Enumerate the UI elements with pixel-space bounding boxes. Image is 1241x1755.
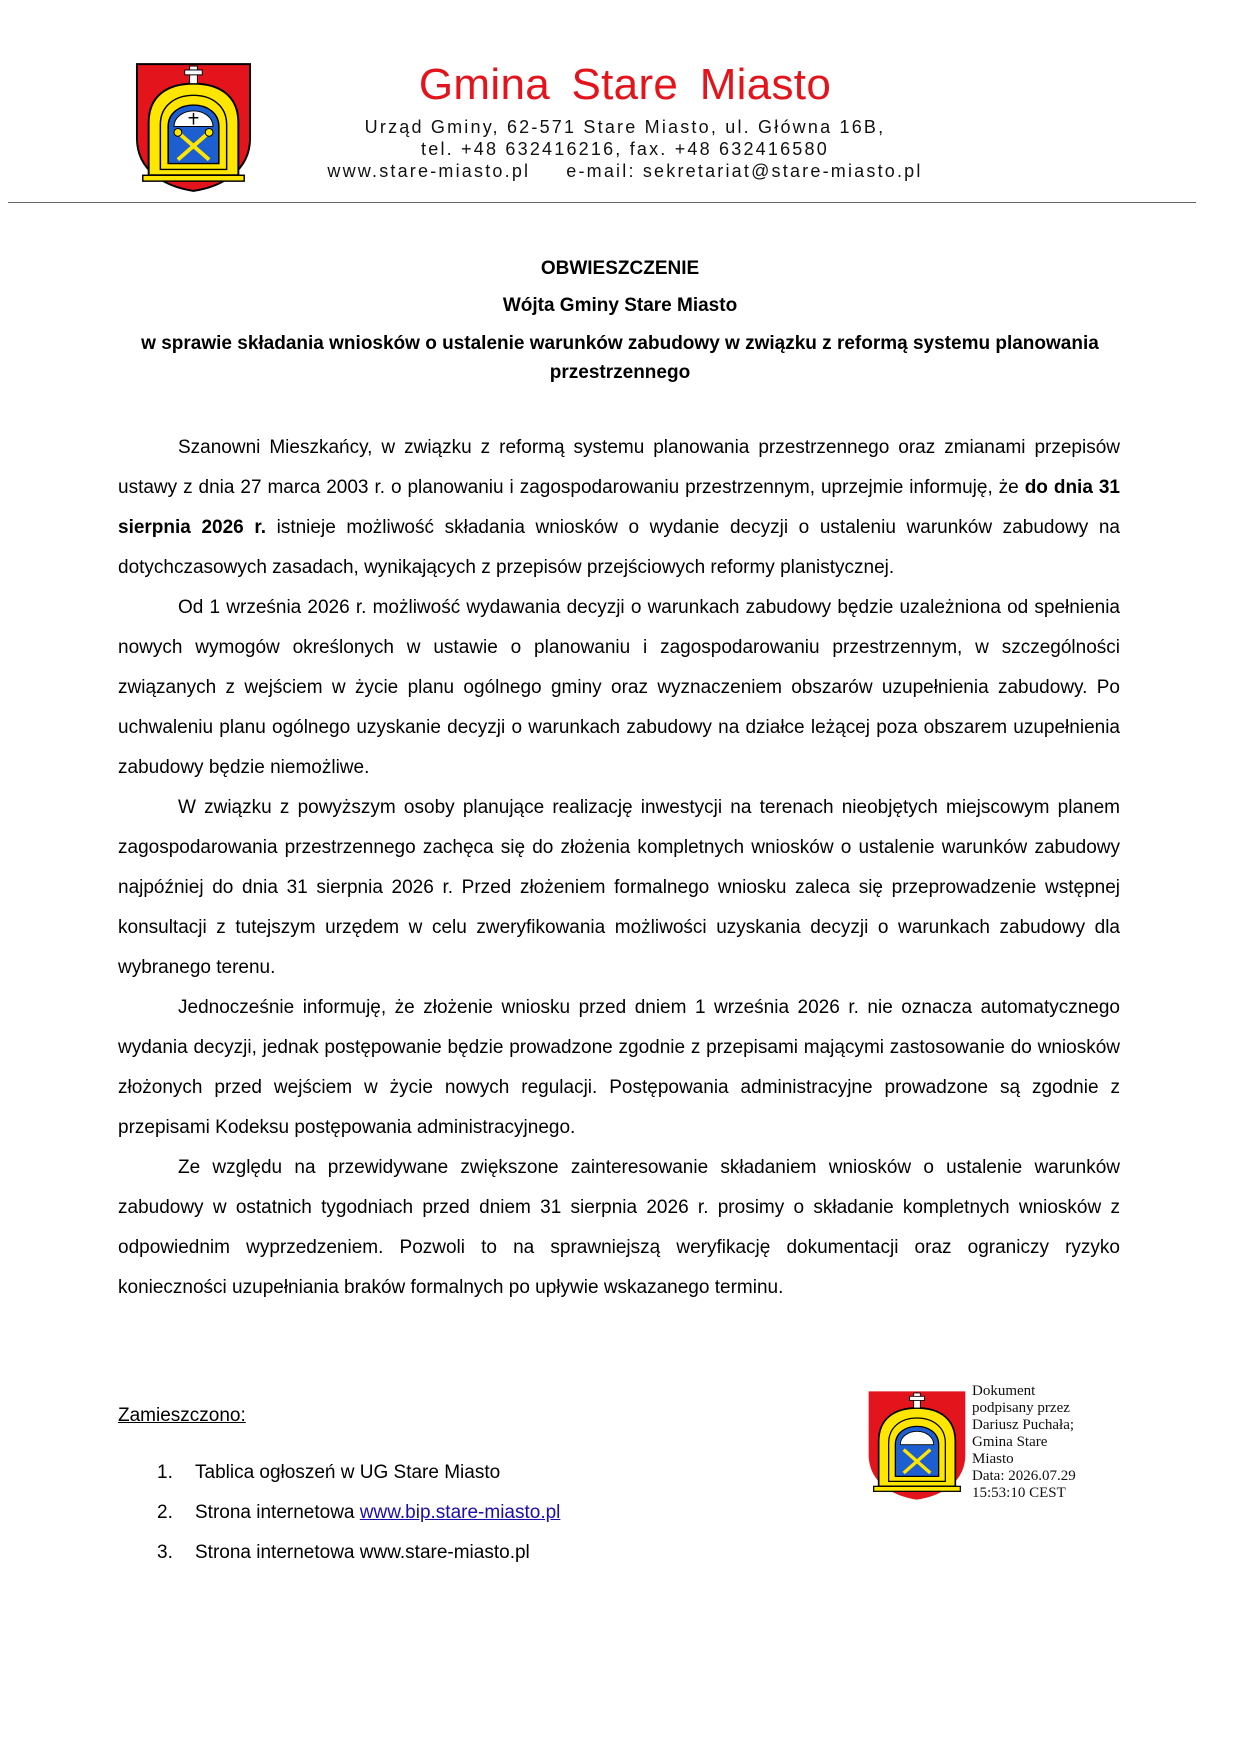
phone-fax-line: tel. +48 632416216, fax. +48 632416580 bbox=[421, 139, 829, 159]
deadline-emphasis: do dnia 31 sierpnia 2026 r. bbox=[118, 477, 1120, 538]
web-email-line: www.stare-miasto.pl e-mail: sekretariat@stare-miasto.pl bbox=[327, 161, 923, 181]
posted-heading: Zamieszczono: bbox=[118, 1405, 246, 1426]
paragraph-3: W związku z powyższym osoby planujące realizację inwestycji na terenach nieobjętych miejscowym planem zagospodarowania przestrzennego zachęca się do złożenia kompletnych wniosków o ustalenie warunków zabudowy najpóźniej do dnia 31 sierpnia 2026 r. Przed złożeniem formalnego wniosku zaleca się przeprowadzenie wstępnej konsultacji z tutejszym urzędem w celu zweryfikowania możliwości uzyskania decyzji o warunkach zabudowy dla wybranego terenu. bbox=[118, 797, 1120, 978]
list-item: 1. Tablica ogłoszeń w UG Stare Miasto bbox=[157, 1462, 501, 1483]
paragraph-4: Jednocześnie informuję, że złożenie wniosku przed dniem 1 września 2026 r. nie oznacza automatycznego wydania decyzji, jednak postępowanie będzie prowadzone zgodnie z przepisami mającymi zastosowanie do wniosków złożonych przed wejściem w życie nowych regulacji. Postępowania administracyjne prowadzone są zgodnie z przepisami Kodeksu postępowania administracyjnego. bbox=[118, 997, 1120, 1138]
notice-subject-line-1: w sprawie składania wniosków o ustalenie warunków zabudowy w związku z reformą systemu planowania bbox=[141, 333, 1099, 354]
address-line: Urząd Gminy, 62-571 Stare Miasto, ul. Główna 16B, bbox=[364, 117, 886, 137]
notice-subject bbox=[120, 329, 1120, 387]
notice-body bbox=[118, 428, 1120, 1308]
paragraph-5: Ze względu na przewidywane zwiększone zainteresowanie składaniem wniosków o ustalenie warunków zabudowy w ostatnich tygodniach przed dniem 31 sierpnia 2026 r. prosimy o składanie kompletnych wniosków z odpowiednim wyprzedzeniem. Pozwoli to na sprawniejszą weryfikację dokumentacji oraz ograniczy ryzyko konieczności uzupełniania braków formalnych po upływie wskazanego terminu. bbox=[118, 1157, 1120, 1298]
paragraph-2: Od 1 września 2026 r. możliwość wydawania decyzji o warunkach zabudowy będzie uzależniona od spełnienia nowych wymogów określonych w ustawie o planowaniu i zagospodarowaniu przestrzennym, w szczególności związanych z wejściem w życie planu ogólnego gminy oraz wyznaczeniem obszarów uzupełnienia zabudowy. Po uchwaleniu planu ogólnego uzyskanie decyzji o warunkach zabudowy na działce leżącej poza obszarem uzupełnienia zabudowy będzie niemożliwe. bbox=[118, 597, 1120, 778]
notice-subject-line-2: przestrzennego bbox=[549, 362, 691, 383]
coat-of-arms-logo bbox=[135, 62, 252, 193]
header-divider bbox=[8, 202, 1196, 203]
list-item: 2. Strona internetowa www.bip.stare-miasto.pl bbox=[157, 1502, 561, 1523]
signature-crest-logo bbox=[867, 1388, 967, 1503]
list-item: 3. Strona internetowa www.stare-miasto.pl bbox=[157, 1542, 530, 1563]
bip-link[interactable]: www.bip.stare-miasto.pl bbox=[359, 1502, 561, 1523]
paragraph-1: Szanowni Mieszkańcy, w związku z reformą systemu planowania przestrzennego oraz zmianami przepisów ustawy z dnia 27 marca 2003 r. o planowaniu i zagospodarowaniu przestrzennym, uprzejmie informuję, że do dnia 31 sierpnia 2026 r. istnieje możliwość składania wniosków o wydanie decyzji o ustaleniu warunków zabudowy na dotychczasowych zasadach, wynikających z przepisów przejściowych reformy planistycznej. bbox=[118, 437, 1120, 578]
municipality-title: Gmina Stare Miasto bbox=[418, 60, 832, 109]
digital-signature-text: Dokument podpisany przez Dariusz Puchała; Gmina Stare Miasto Data: 2026.07.29 15:53:10 CEST bbox=[972, 1383, 1076, 1501]
notice-heading: OBWIESZCZENIE bbox=[540, 258, 700, 279]
notice-issuer: Wójta Gminy Stare Miasto bbox=[502, 295, 738, 316]
